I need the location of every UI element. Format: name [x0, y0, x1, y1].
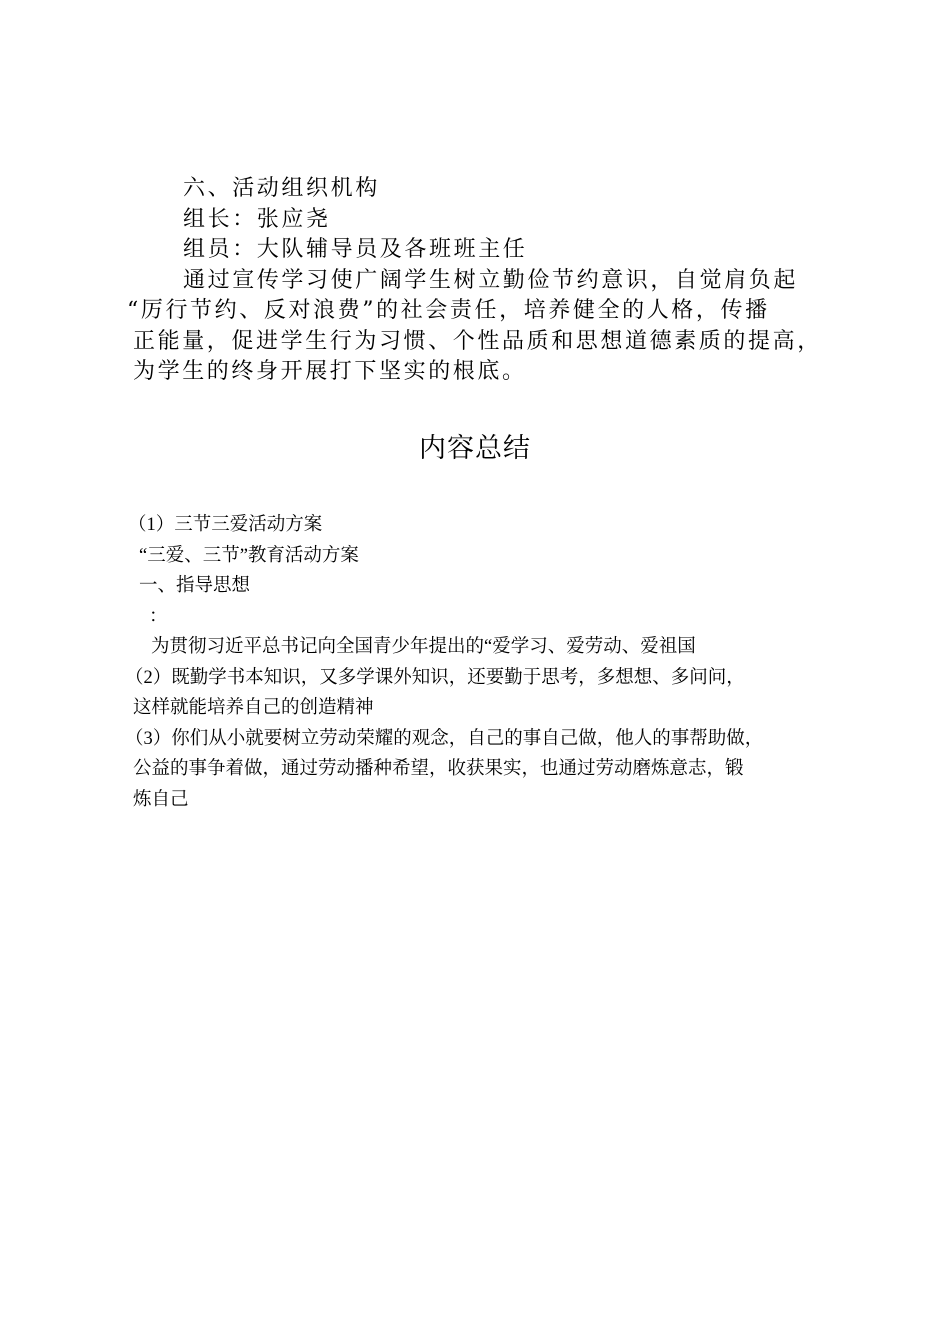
paragraph-line: 为学生的终身开展打下坚实的根底。: [133, 359, 527, 384]
summary-line: ：: [149, 606, 168, 627]
summary-body: [125, 510, 853, 815]
paragraph-line: 通过宣传学习使广阔学生树立勤俭节约意识，自觉肩负起: [183, 267, 799, 293]
section-heading: 六、活动组织机构: [183, 176, 380, 201]
summary-line: （1）三节三爱活动方案: [128, 515, 323, 535]
summary-line: （2）既勤学书本知识，又多学课外知识，还要勤于思考，多想想、多问问，: [125, 667, 745, 688]
summary-line: （3）你们从小就要树立劳动荣耀的观念，自己的事自己做，他人的事帮助做，: [125, 728, 764, 749]
summary-line: “三爱、三节”教育活动方案: [139, 545, 359, 566]
summary-title: 内容总结: [419, 433, 531, 463]
summary-line: 为贯彻习近平总书记向全国青少年提出的“爱学习、爱劳动、爱祖国: [151, 637, 696, 657]
summary-line: 公益的事争着做，通过劳动播种希望，收获果实，也通过劳动磨炼意志，锻: [133, 759, 744, 779]
paragraph-line: “厉行节约、反对浪费”的社会责任，培养健全的人格，传播: [127, 298, 770, 323]
members-line: 组员：大队辅导员及各班班主任: [183, 237, 528, 262]
organization-section: [127, 174, 833, 388]
summary-line: 一、指导思想: [139, 576, 251, 596]
leader-line: 组长：张应尧: [183, 206, 331, 232]
summary-line: 这样就能培养自己的创造精神: [133, 698, 374, 718]
summary-line: 炼自己: [133, 789, 189, 810]
paragraph-line: 正能量，促进学生行为习惯、个性品质和思想道德素质的提高，: [133, 328, 822, 354]
